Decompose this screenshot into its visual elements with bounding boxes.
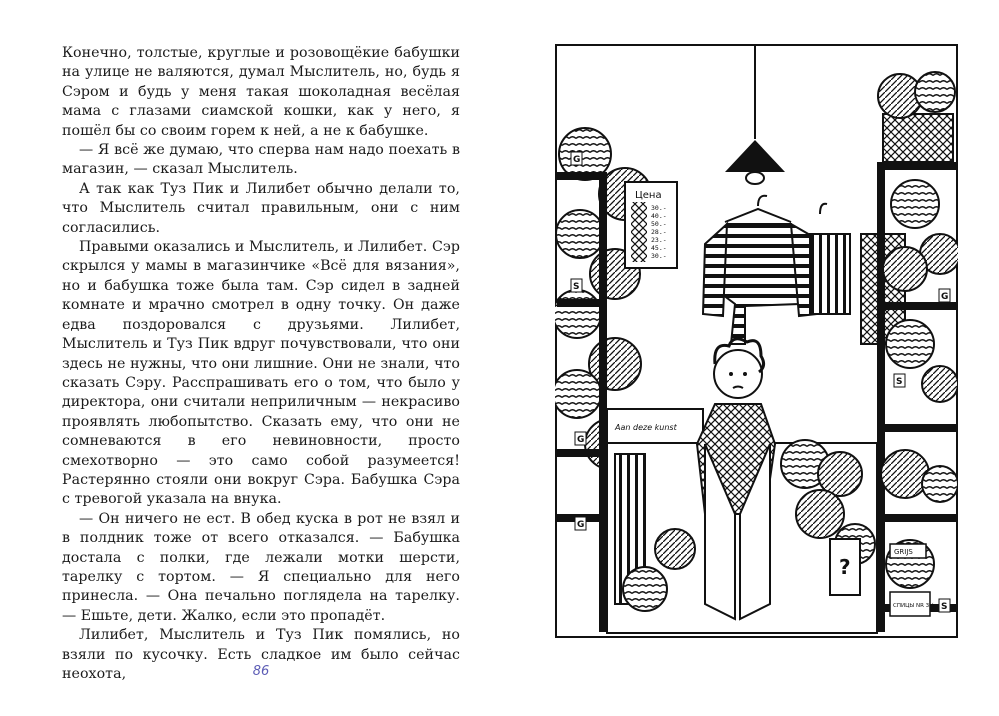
svg-text:S: S bbox=[941, 602, 948, 612]
svg-text:GRIJS: GRIJS bbox=[894, 548, 913, 556]
counter-card: Aan deze kunst bbox=[615, 423, 677, 432]
illustration-canvas bbox=[555, 44, 958, 638]
paragraph-2: — Я всё же думаю, что сперва нам надо поехать в магазин, — сказал Мыслитель. bbox=[62, 142, 460, 178]
svg-text:?: ? bbox=[839, 555, 851, 579]
yarn-basket bbox=[883, 114, 953, 162]
price-4: 28.- bbox=[651, 228, 667, 236]
paragraph-4: Правыми оказались и Мыслитель, и Лилибет. Сэр скрылся у мамы в магазинчике «Всё для вязания», но и бабушка тоже была там. Сэр сидел в задней комнате и мрачно смотрел в одну точку. Он даже едва поздоровался с друзьями. Лилибет, Мыслитель и Туз Пик вдруг почувствовали, что они здесь не нужны, что они лишние. Они не знали, что сказать Сэру. Расспрашивать его о том, что было у директора, они считали неприличным — некрасиво проявлять любопытство. Сказать ему, что они не сомневаются в его невиновности, просто смехотворно — это само собой разумеется! Растерянно стояли они вокруг Сэра. Бабушка Сэра с тревогой указала на внука. bbox=[62, 239, 460, 508]
paragraph-3: А так как Туз Пик и Лилибет обычно делали то, что Мыслитель считал правильным, они с ним согласились. bbox=[62, 180, 460, 236]
paragraph-5: — Он ничего не ест. В обед куска в рот не взял и в полдник тоже от всего отказался. — Бабушка достала с полки, где лежали мотки шерсти, тарелку с тортом. — Я специально для него принесла. — Она печально поглядела на тарелку. — Ешьте, дети. Жалко, если это пропадёт. bbox=[62, 510, 460, 624]
svg-text:G: G bbox=[577, 520, 585, 530]
svg-text:S: S bbox=[896, 377, 903, 387]
svg-text:G: G bbox=[573, 155, 581, 165]
svg-text:G: G bbox=[941, 292, 949, 302]
price-2: 40.- bbox=[651, 212, 667, 220]
svg-text:СПИЦЫ NR 3½: СПИЦЫ NR 3½ bbox=[893, 603, 935, 609]
svg-text:S: S bbox=[573, 282, 580, 292]
price-7: 30.- bbox=[651, 252, 667, 260]
price-5: 23.- bbox=[651, 236, 667, 244]
price-3: 50.- bbox=[651, 220, 667, 228]
svg-text:Цена: Цена bbox=[635, 190, 662, 201]
paragraph-1: Конечно, толстые, круглые и розовощёкие бабушки на улице не валяются, думал Мыслитель, но, будь я Сэром и будь у меня такая шоколадная весёлая мама с глазами сиамской кошки, как у него, я пошёл бы со своим горем к ней, а не к бабушке. bbox=[62, 45, 460, 139]
price-1: 30.- bbox=[651, 204, 667, 212]
paragraph-6: Лилибет, Мыслитель и Туз Пик помялись, но взяли по кусочку. Есть сладкое им было сейчас неохота, bbox=[62, 627, 460, 682]
page-number: 86 bbox=[252, 664, 270, 679]
price-6: 45.- bbox=[651, 244, 667, 252]
shop-illustration bbox=[555, 44, 958, 638]
svg-text:G: G bbox=[577, 435, 585, 445]
price-sign bbox=[625, 182, 677, 268]
text-page bbox=[62, 44, 460, 684]
